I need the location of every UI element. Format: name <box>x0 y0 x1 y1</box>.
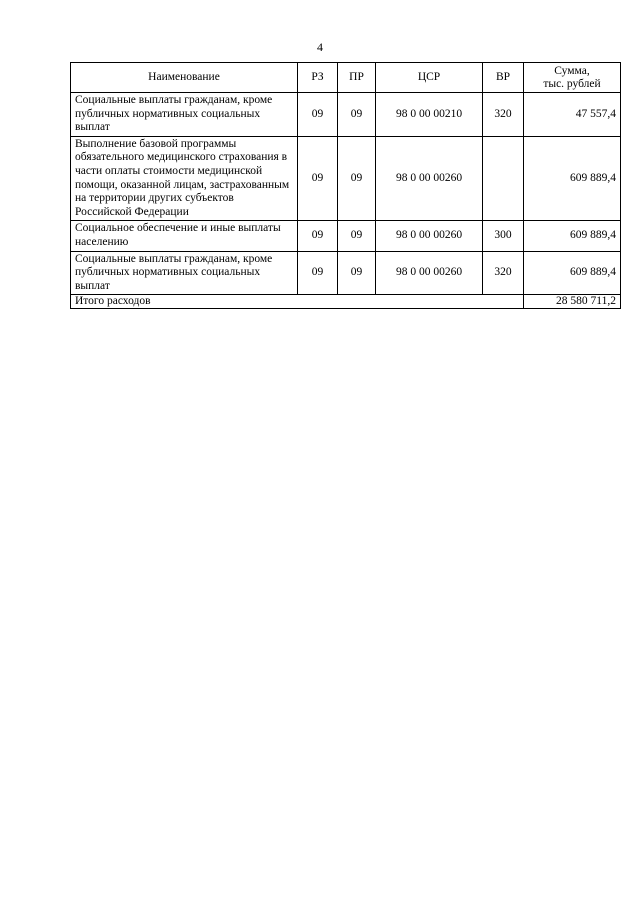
row-name: Социальные выплаты гражданам, кроме публичных нормативных социальных выплат <box>71 251 298 295</box>
row-csr: 98 0 00 00260 <box>376 136 483 221</box>
row-sum: 609 889,4 <box>524 136 621 221</box>
row-rz: 09 <box>298 251 338 295</box>
row-pr: 09 <box>338 221 376 251</box>
header-pr: ПР <box>338 63 376 93</box>
table-row <box>71 93 621 137</box>
row-rz: 09 <box>298 93 338 137</box>
total-label: Итого расходов <box>71 295 524 309</box>
header-vr: ВР <box>483 63 524 93</box>
header-rz: РЗ <box>298 63 338 93</box>
table-row <box>71 136 621 221</box>
row-vr: 320 <box>483 251 524 295</box>
row-sum: 609 889,4 <box>524 221 621 251</box>
row-name: Социальные выплаты гражданам, кроме публичных нормативных социальных выплат <box>71 93 298 137</box>
row-name: Социальное обеспечение и иные выплаты населению <box>71 221 298 251</box>
row-rz: 09 <box>298 136 338 221</box>
row-sum: 47 557,4 <box>524 93 621 137</box>
row-vr <box>483 136 524 221</box>
header-sum-line1: Сумма, <box>554 64 590 77</box>
header-name: Наименование <box>71 63 298 93</box>
row-pr: 09 <box>338 136 376 221</box>
row-sum: 609 889,4 <box>524 251 621 295</box>
total-sum: 28 580 711,2 <box>524 295 621 309</box>
row-name: Выполнение базовой программы обязательного медицинского страхования в части оплаты стоимости медицинской помощи, оказанной лицам, застрахованным на территории других субъектов Российской Федерации <box>71 136 298 221</box>
row-csr: 98 0 00 00210 <box>376 93 483 137</box>
table-row <box>71 221 621 251</box>
row-pr: 09 <box>338 251 376 295</box>
table-row <box>71 251 621 295</box>
row-pr: 09 <box>338 93 376 137</box>
header-sum <box>524 63 621 93</box>
page-number: 4 <box>317 40 323 54</box>
row-vr: 320 <box>483 93 524 137</box>
row-rz: 09 <box>298 221 338 251</box>
row-csr: 98 0 00 00260 <box>376 221 483 251</box>
header-sum-line2: тыс. рублей <box>543 77 601 90</box>
total-row <box>71 295 621 309</box>
header-csr: ЦСР <box>376 63 483 93</box>
row-csr: 98 0 00 00260 <box>376 251 483 295</box>
row-vr: 300 <box>483 221 524 251</box>
table-header-row <box>71 63 621 93</box>
expenses-table <box>70 62 621 309</box>
